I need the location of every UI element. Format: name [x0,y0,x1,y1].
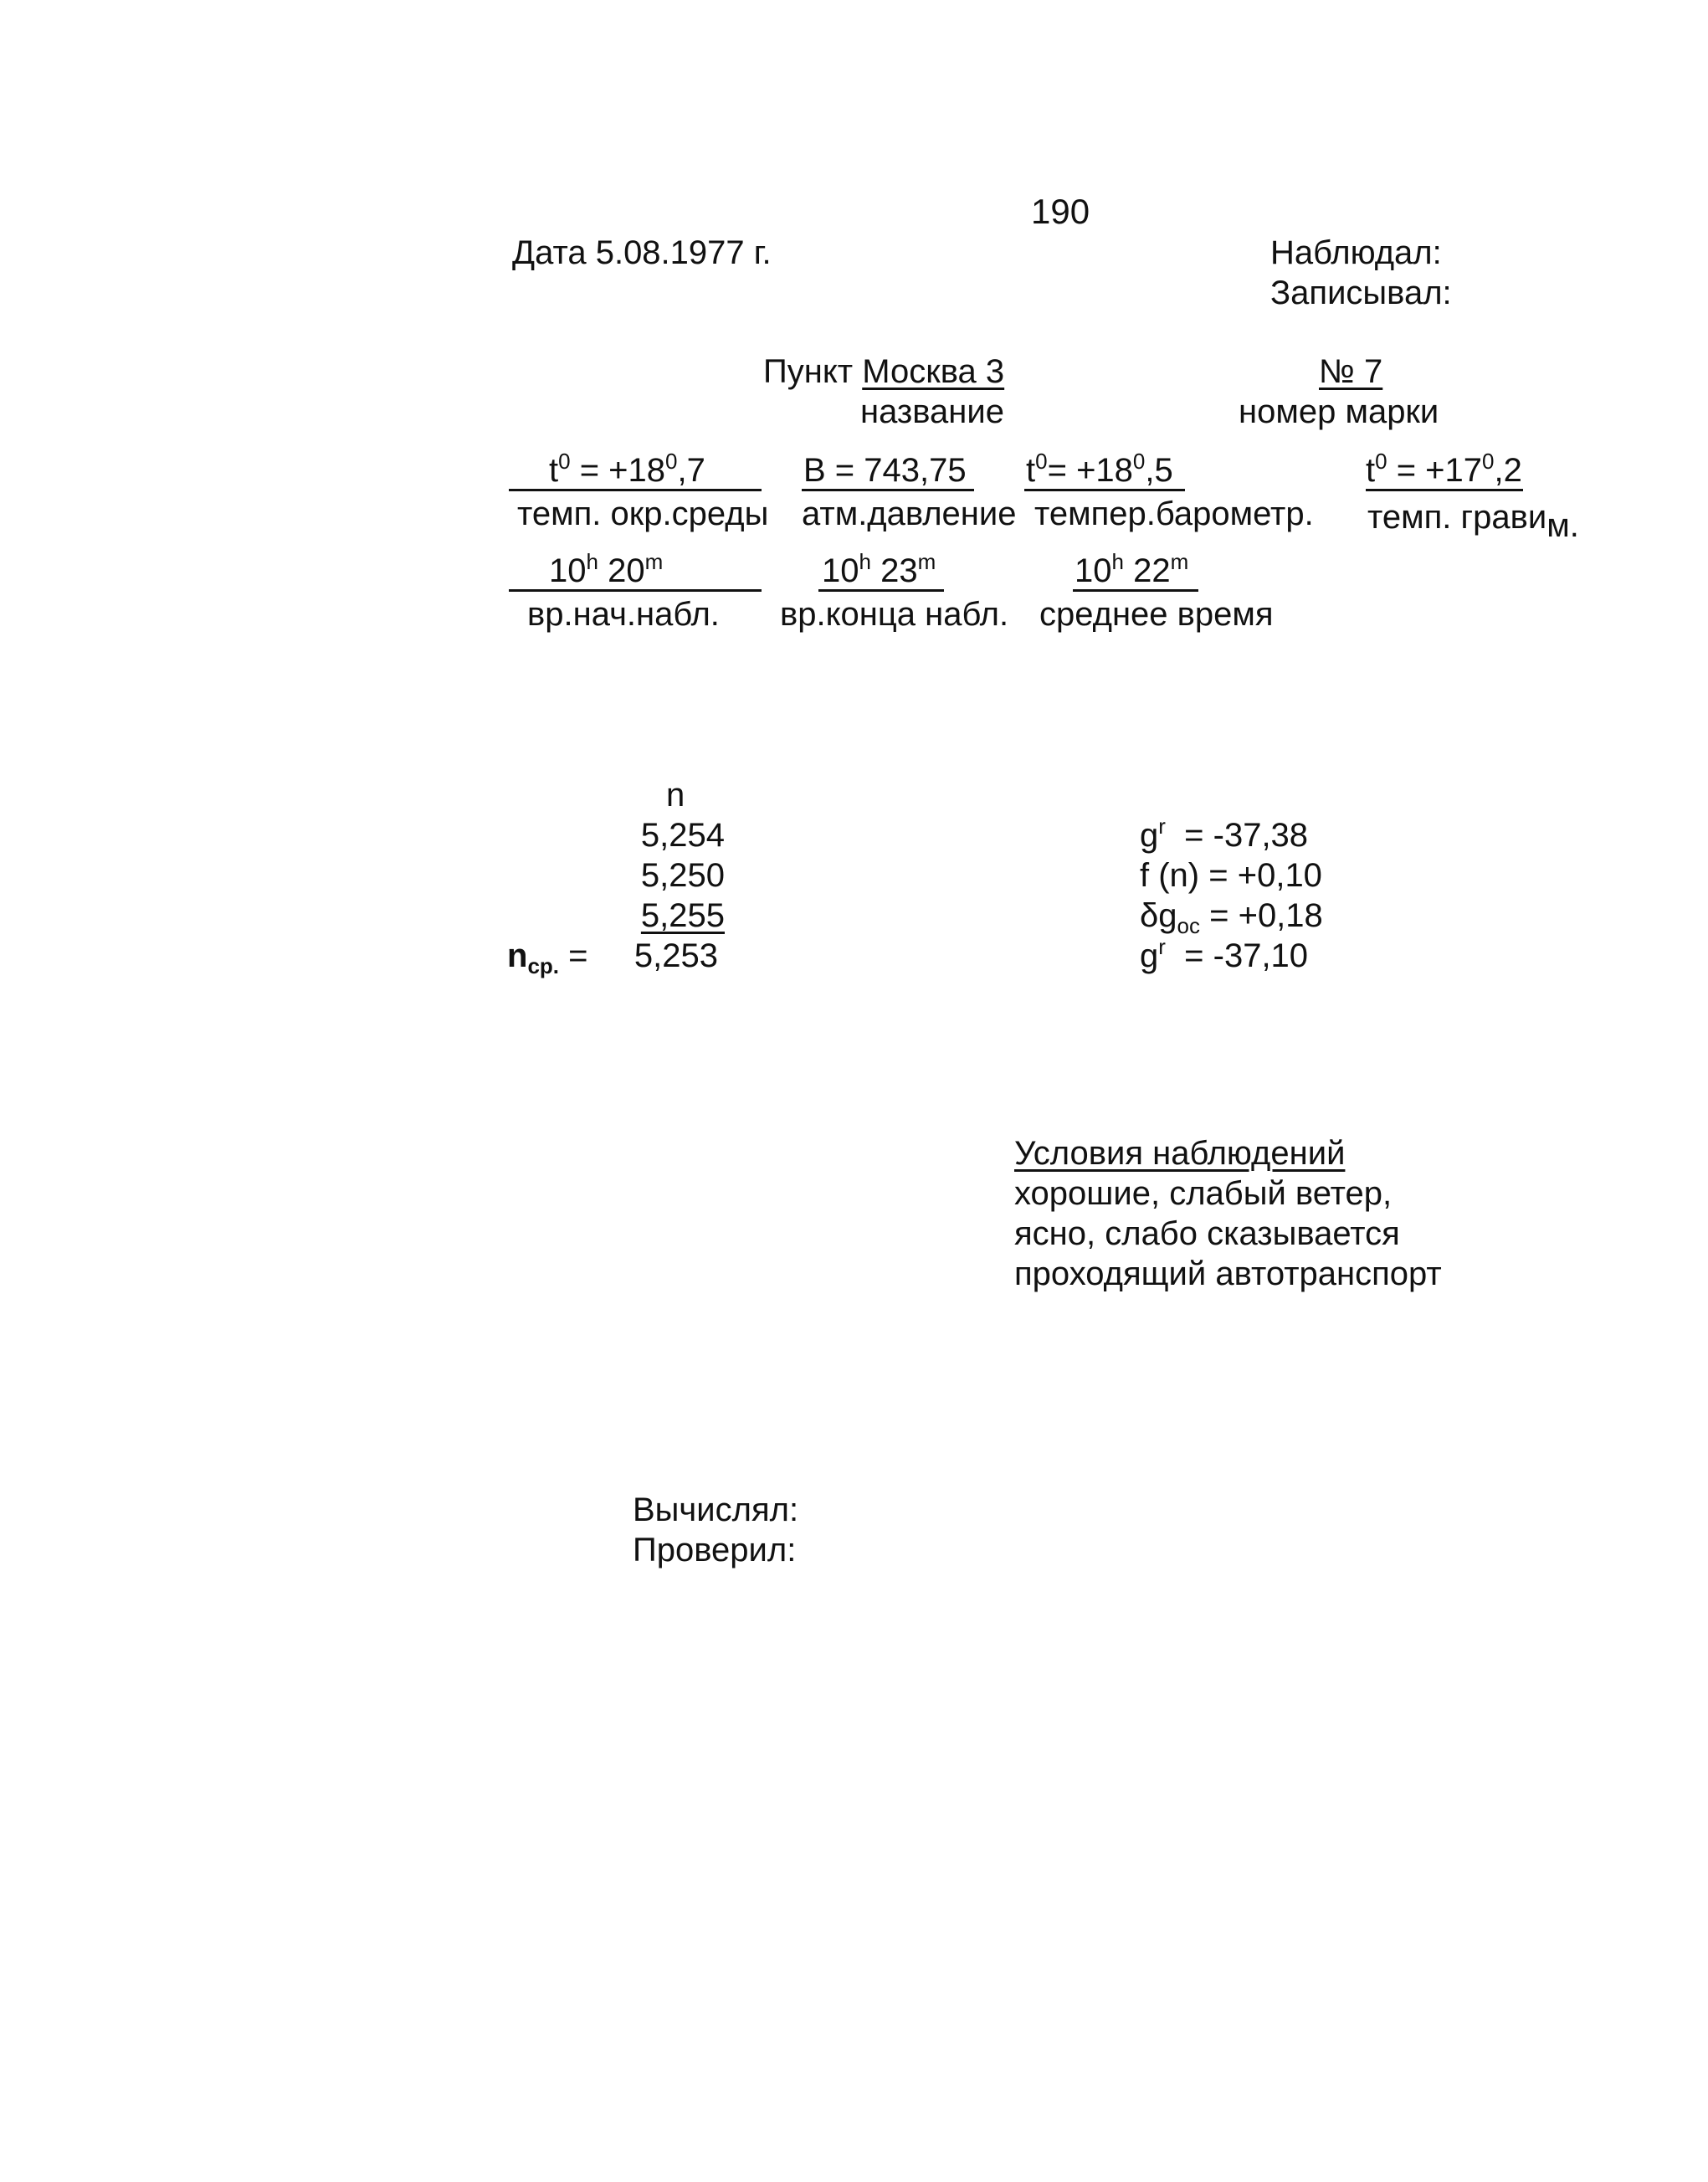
computed-label: Вычислял: [633,1491,799,1528]
point-caption: название [860,393,1004,430]
correction-line: $\delta g_{ос} = +0,18$ [1140,897,1323,938]
end-time-rule [818,589,944,592]
gravimeter-temp-rule [1366,489,1523,491]
mark-caption: номер марки [1239,393,1439,430]
checked-label: Проверил: [633,1532,797,1568]
observed-label: Наблюдал: [1270,234,1442,271]
mean-time-caption: среднее время [1039,596,1274,633]
ambient-temp-caption: темп. окр.среды [517,495,769,532]
end-time-value: 10$^h$ 23$^m$ [822,549,936,589]
page-number: 190 [1031,192,1090,231]
mean-time-value: 10$^h$ 22$^m$ [1075,549,1189,589]
mean-reading-label: $n_{ср.}$ = [507,937,588,978]
reading-value: 5,254 [640,817,725,854]
start-time-caption: вр.нач.набл. [527,596,720,633]
mean-time-rule [1073,589,1198,592]
point-line [763,355,1004,388]
barometer-temp-value: $t^0= +18^0,5$ [1026,449,1173,489]
gravimeter-temp-caption: темп. гравим. [1367,499,1579,544]
conditions-title: Условия наблюдений [1014,1135,1346,1172]
correction-line: $g^r = -37,10$ [1140,934,1309,974]
mark-number: № 7 [1319,353,1383,390]
pressure-caption: атм.давление [802,495,1017,532]
pressure-value: B = 743,75 [803,452,967,489]
start-time-rule [509,589,762,592]
mean-reading-value: 5,253 [633,937,718,974]
end-time-caption: вр.конца набл. [780,596,1009,633]
barometer-temp-rule [1024,489,1185,491]
conditions-line: проходящий автотранспорт [1014,1255,1442,1292]
ambient-temp-value: $t^0 = +18^0,7$ [549,449,705,489]
recorded-label: Записывал: [1270,275,1452,311]
conditions-line: ясно, слабо сказывается [1014,1215,1400,1252]
reading-value: 5,250 [640,857,725,894]
ambient-temp-rule [509,489,762,491]
pressure-rule [802,489,974,491]
barometer-temp-caption: темпер.барометр. [1034,495,1314,532]
readings-header: n [666,777,685,814]
correction-line: $g^r = -37,38$ [1140,814,1309,854]
conditions-line: хорошие, слабый ветер, [1014,1175,1393,1212]
date-label: Дата [512,234,587,271]
point-name: Москва 3 [862,353,1005,390]
correction-line: f (n) = +0,10 [1140,857,1322,894]
reading-value: 5,255 [640,897,725,934]
date-value: 5.08.1977 г. [595,234,772,271]
point-label: Пункт [763,353,854,390]
gravimeter-temp-value: $t^0 = +17^0,2$ [1366,449,1522,489]
start-time-value: 10$^h$ 20$^m$ [549,549,664,589]
date-line [512,236,772,270]
